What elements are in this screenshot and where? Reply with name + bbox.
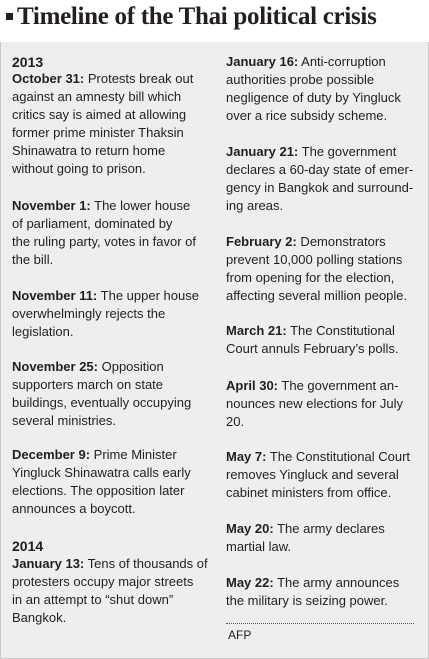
entry-text: Court annuls February’s polls.	[226, 341, 399, 357]
entry-text: several ministries.	[12, 413, 117, 429]
entry-text: gency in Bangkok and surround-	[226, 180, 414, 196]
entry-text: the military is seizing power.	[226, 593, 388, 609]
entry-text: The army announces	[273, 575, 400, 590]
entry-text: in an attempt to “shut down”	[12, 592, 174, 608]
entry-text: against an amnesty bill which	[12, 89, 182, 105]
entry-text: The upper house	[97, 288, 199, 303]
timeline-entry	[226, 53, 401, 125]
timeline-entry	[12, 70, 193, 179]
entry-text: overwhelmingly rejects the	[12, 306, 166, 322]
entry-text: Bangkok.	[12, 610, 67, 626]
entry-text: protesters occupy major streets	[12, 574, 194, 590]
entry-text: legislation.	[12, 324, 74, 340]
timeline-entry	[12, 446, 191, 518]
entry-text: without going to prison.	[12, 161, 146, 177]
timeline-entry	[12, 287, 199, 341]
entry-text: supporters march on state	[12, 377, 164, 393]
entry-text: the ruling party, votes in favor of	[12, 234, 197, 250]
entry-text: prevent 10,000 polling stations	[226, 252, 403, 268]
entry-text: removes Yingluck and several	[226, 467, 399, 483]
entry-text: Shinawatra to return home	[12, 143, 166, 159]
entry-text: cabinet ministers from office.	[226, 485, 392, 501]
timeline-entry	[226, 377, 403, 431]
entry-text: The army declares	[273, 521, 385, 536]
entry-text: The government an-	[278, 378, 399, 393]
page-title: Timeline of the Thai political crisis	[17, 3, 377, 30]
year-heading-2014: 2014	[12, 538, 44, 554]
entry-text: Protests break out	[84, 71, 194, 86]
entry-date: March 21:	[226, 323, 287, 338]
entry-text: The lower house	[90, 198, 191, 213]
entry-date: November 11:	[12, 288, 98, 303]
entry-text: buildings, eventually occupying	[12, 395, 192, 411]
timeline-entry	[226, 448, 410, 502]
entry-text: Prime Minister	[90, 447, 177, 462]
timeline-entry	[12, 197, 196, 269]
timeline-entry	[12, 555, 208, 627]
entry-text: elections. The opposition later	[12, 483, 185, 499]
entry-text: Opposition	[97, 359, 164, 374]
entry-text: martial law.	[226, 539, 292, 555]
entry-date: November 25:	[12, 359, 98, 374]
entry-text: The government	[298, 144, 397, 159]
entry-text: 20.	[226, 414, 245, 430]
entry-text: Tens of thousands of	[84, 556, 208, 571]
entry-text: The Constitutional Court	[266, 449, 411, 464]
entry-text: The Constitutional	[286, 323, 395, 338]
entry-date: January 13:	[12, 556, 85, 571]
timeline-entry	[226, 574, 399, 610]
entry-text: Demonstrators	[296, 234, 386, 249]
timeline-entry	[226, 520, 385, 556]
entry-text: over a rice subsidy scheme.	[226, 108, 388, 124]
entry-date: April 30:	[226, 378, 279, 393]
entry-text: announces a boycott.	[12, 501, 136, 517]
entry-date: February 2:	[226, 234, 297, 249]
source-credit: AFP	[228, 628, 252, 642]
entry-text: former prime minister Thaksin	[12, 125, 184, 141]
source-divider	[226, 623, 414, 624]
timeline-entry	[12, 358, 191, 430]
timeline-entry	[226, 233, 407, 305]
entry-text: of parliament, dominated by	[12, 216, 173, 232]
entry-text: declares a 60-day state of emer-	[226, 162, 414, 178]
entry-text: critics say is aimed at allowing	[12, 107, 187, 123]
timeline-entry	[226, 322, 398, 358]
year-heading-2013: 2013	[12, 54, 44, 70]
timeline-entry	[226, 143, 413, 215]
entry-date: May 7:	[226, 449, 267, 464]
entry-date: May 22:	[226, 575, 274, 590]
title-bar	[0, 0, 429, 42]
title-marker	[6, 13, 13, 20]
entry-date: May 20:	[226, 521, 274, 536]
entry-date: October 31:	[12, 71, 85, 86]
entry-text: nounces new elections for July	[226, 396, 404, 412]
entry-date: November 1:	[12, 198, 91, 213]
entry-text: ing areas.	[226, 198, 284, 214]
entry-date: January 21:	[226, 144, 299, 159]
entry-text: negligence of duty by Yingluck	[226, 90, 401, 106]
entry-date: December 9:	[12, 447, 91, 462]
entry-text: Yingluck Shinawatra calls early	[12, 465, 191, 481]
entry-text: from opening for the election,	[226, 270, 395, 286]
entry-text: the bill.	[12, 252, 54, 268]
entry-text: affecting several million people.	[226, 288, 408, 304]
entry-date: January 16:	[226, 54, 299, 69]
entry-text: authorities probe possible	[226, 72, 375, 88]
entry-text: Anti-corruption	[298, 54, 386, 69]
